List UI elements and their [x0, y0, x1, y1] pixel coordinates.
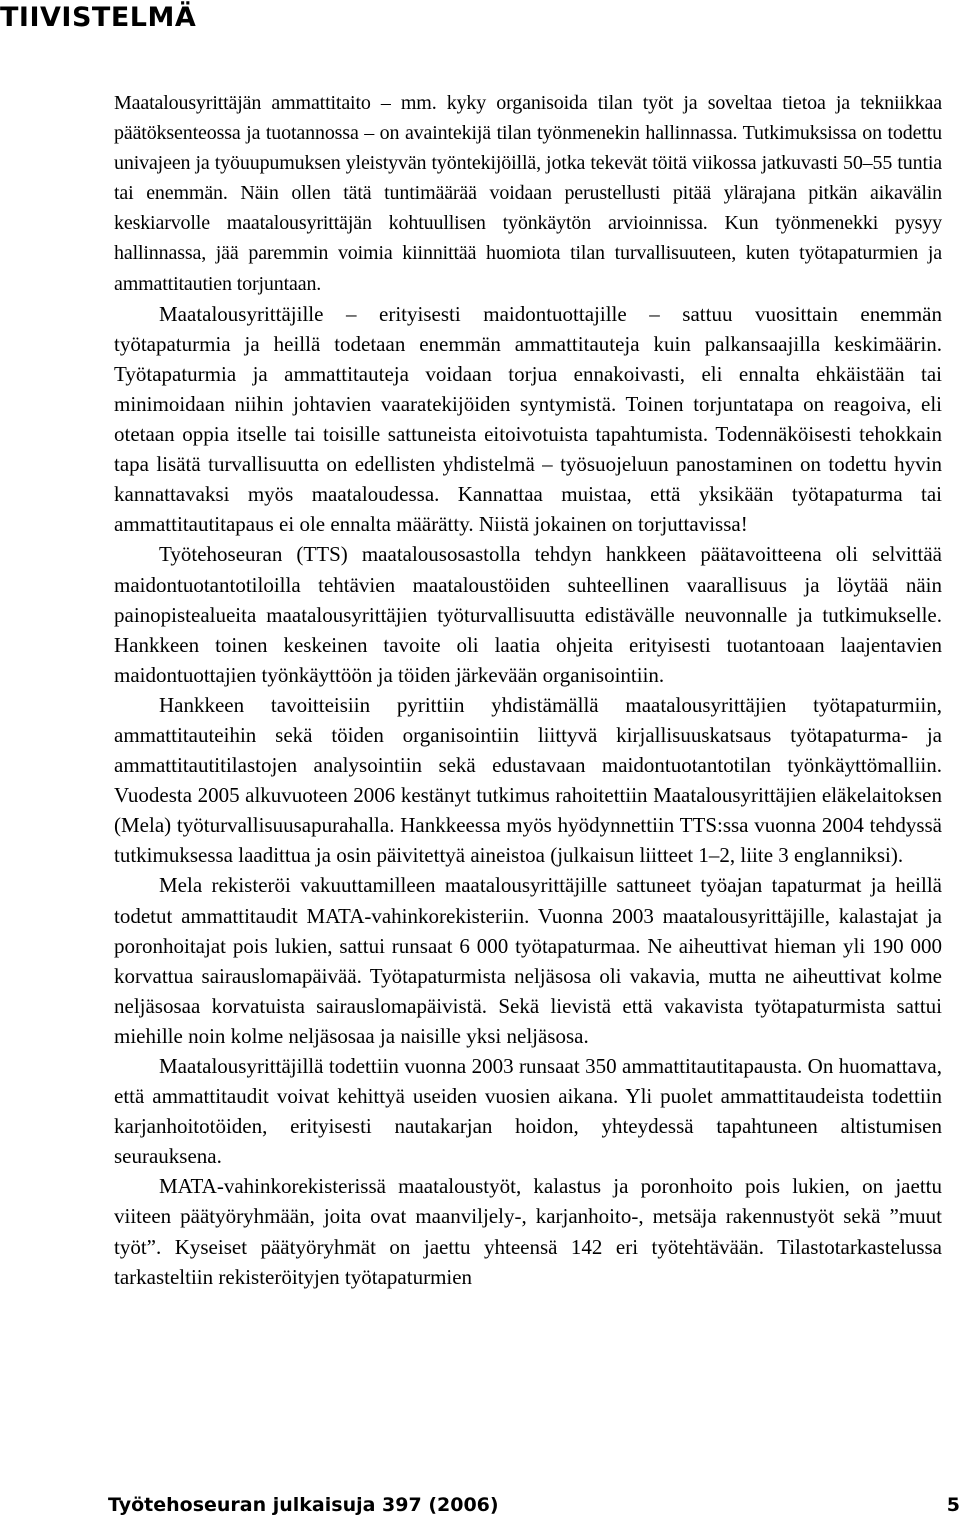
page-title: TIIVISTELMÄ — [0, 2, 197, 33]
body-text — [114, 88, 942, 1292]
page-number: 5 — [946, 1494, 960, 1516]
paragraph: Mela rekisteröi vakuuttamilleen maatalousyrittäjille sattuneet työajan tapaturmat ja heillä todetut ammattitaudit MATA-vahinkorekisteriin. Vuonna 2003 maatalousyrittäjille, kalastajat ja poronhoitajat pois lukien, sattui runsaat 6 000 työtapaturmaa. Ne aiheuttivat hieman yli 190 000 korvattua sairauslomapäivää. Työtapaturmista neljäsosa oli vakavia, mutta ne aiheuttivat kolme neljäsosaa korvatuista sairauslomapäivistä. Sekä lievistä että vakavista työtapaturmista sattui miehille noin kolme neljäsosaa ja naisille yksi neljäsosa. — [114, 873, 942, 1048]
paragraph: Hankkeen tavoitteisiin pyrittiin yhdistämällä maatalousyrittäjien työtapaturmiin, ammattitauteihin sekä töiden organisointiin liittyvä kirjallisuuskatsaus työtapaturma- ja ammattitautitilastojen analysointiin sekä edustavaan maidontuotantotilan työnkäyttömalliin. Vuodesta 2005 alkuvuoteen 2006 kestänyt tutkimus rahoitettiin Maatalousyrittäjien eläkelaitoksen (Mela) työturvallisuusapurahalla. Hankkeessa myös hyödynnettiin TTS:ssa vuonna 2004 tehdyssä tutkimuksessa laadittua ja osin päivitettyä aineistoa (julkaisun liitteet 1–2, liite 3 englanniksi). — [114, 692, 942, 868]
paragraph: MATA-vahinkorekisterissä maataloustyöt, kalastus ja poronhoito pois lukien, on jaettu viiteen päätyöryhmään, joita ovat maanviljely-, karjanhoito-, metsäja rakennustyöt sekä ”muut työt”. Kyseiset päätyöryhmät on jaettu yhteensä 142 eri työtehtävään. Tilastotarkastelussa tarkasteltiin rekisteröityjen työtapaturmien — [114, 1174, 942, 1289]
paragraph: Maatalousyrittäjillä todettiin vuonna 2003 runsaat 350 ammattitautitapausta. On huomattava, että ammattitaudit voivat kehittyä useiden vuosien aikana. Yli puolet ammattitaudeista todettiin karjanhoitotöiden, erityisesti nautakarjan hoidon, yhteydessä tapahtuneen altistumisen seurauksena. — [114, 1054, 942, 1169]
paragraph: Maatalousyrittäjän ammattitaito – mm. kyky organisoida tilan työt ja soveltaa tietoa ja tekniikkaa päätöksenteossa ja tuotannossa – on avaintekijä tilan työnmenekin hallinnassa. Tutkimuksissa on todettu univajeen ja työuupumuksen yleistyvän työntekijöillä, jotka tekevät töitä viikossa jatkuvasti 50–55 tuntia tai enemmän. Näin ollen tätä tuntimäärää voidaan perustellusti pitää ylärajana pitkän aikavälin keskiarvolle maatalousyrittäjän kohtuullisen työnkäytön arvioinnissa. Kun työnmenekki pysyy hallinnassa, jää paremmin voimia kiinnittää huomiota tilan turvallisuuteen, kuten työtapaturmien ja ammattitautien torjuntaan. — [114, 92, 942, 295]
paragraph: Maatalousyrittäjille – erityisesti maidontuottajille – sattuu vuosittain enemmän työtapaturmia ja heillä todetaan enemmän ammattitauteja kuin palkansaajilla keskimäärin. Työtapaturmia ja ammattitauteja voidaan torjua ennakoivasti, eli ennalta ehkäistään tai minimoidaan niihin johtavien vaaratekijöiden syntymistä. Toinen torjuntatapa on reagoiva, eli otetaan oppia itselle tai toisille sattuneista eitoivotuista tapahtumista. Todennäköisesti tehokkain tapa lisätä turvallisuutta on edellisten yhdistelmä – työsuojeluun panostaminen on todettu hyvin kannattavaksi myös maataloudessa. Kannattaa muistaa, että yksikään työtapaturma tai ammattitautitapaus ei ole ennalta määrätty. Niistä jokainen on torjuttavissa! — [114, 301, 942, 537]
publication-title: Työtehoseuran julkaisuja 397 (2006) — [108, 1494, 499, 1516]
paragraph: Työtehoseuran (TTS) maatalousosastolla tehdyn hankkeen päätavoitteena oli selvittää maidontuotantotiloilla tehtävien maataloustöiden suhteellinen vaarallisuus ja löytää näin painopistealueita maatalousyrittäjien työturvallisuutta edistävälle neuvonnalle ja tutkimukselle. Hankkeen toinen keskeinen tavoite oli laatia ohjeita erityisesti tuotantoaan laajentavien maidontuottajien työnkäyttöön ja töiden järkevään organisointiin. — [114, 542, 942, 687]
page-footer — [108, 1494, 960, 1516]
